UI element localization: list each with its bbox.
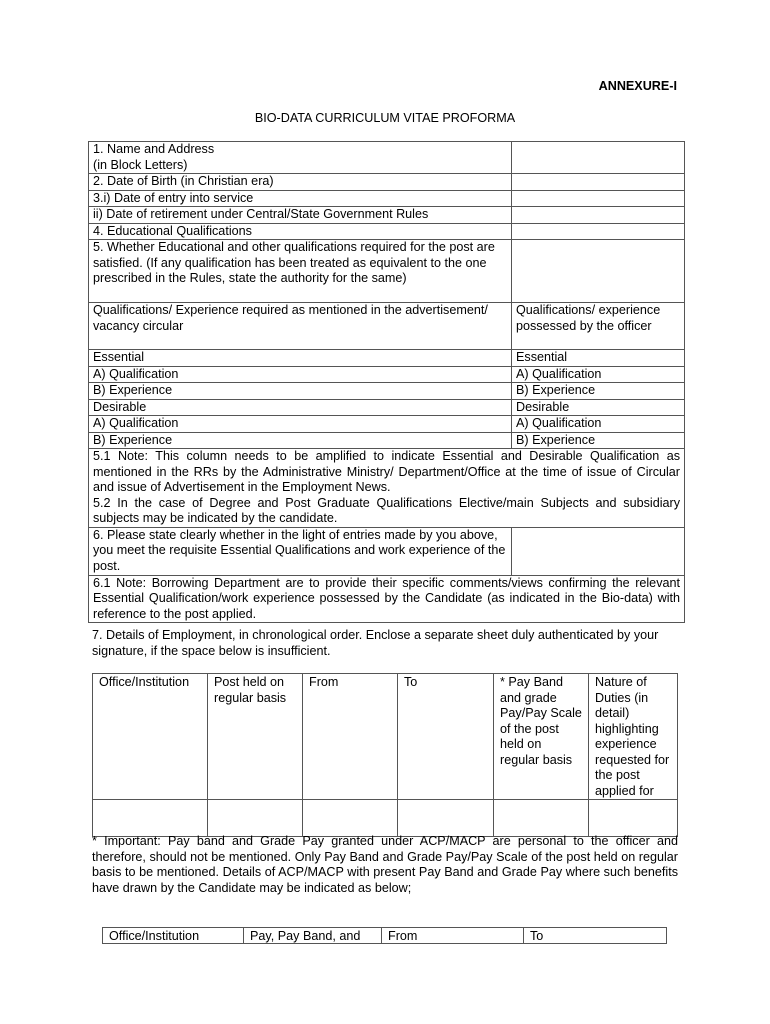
- important-note: * Important: Pay band and Grade Pay granted under ACP/MACP are personal to the officer and therefore, should not be mentioned. Only Pay Band and Grade Pay/Pay Scale of the post held on regular basis to be mentioned. Details of ACP/MACP with present Pay Band and Grade Pay where such benefits have drawn by the Candidate may be indicated as below;: [92, 834, 678, 895]
- answer-cell-retirement[interactable]: [512, 207, 685, 224]
- qual-row-right: B) Experience: [512, 432, 685, 449]
- qual-row-left: Desirable: [89, 399, 512, 416]
- note-6-1: 6.1 Note: Borrowing Department are to provide their specific comments/views confirming the relevant Essential Qualification/work experience possessed by the Candidate (as indicated in the Bio-data) with reference to the post applied.: [89, 575, 685, 623]
- row-qual-satisfied: 5. Whether Educational and other qualifications required for the post are satisfied. (If any qualification has been treated as equivalent to the one prescribed in the Rules, state the authority for the same): [89, 240, 512, 303]
- qual-row-left: A) Qualification: [89, 366, 512, 383]
- row-retirement: ii) Date of retirement under Central/State Government Rules: [89, 207, 512, 224]
- answer-cell-dob[interactable]: [512, 174, 685, 191]
- emp-cell[interactable]: [303, 800, 398, 837]
- qual-row-left: B) Experience: [89, 383, 512, 400]
- row-edu-qual: 4. Educational Qualifications: [89, 223, 512, 240]
- emp-cell[interactable]: [398, 800, 494, 837]
- emp-header: * Pay Band and grade Pay/Pay Scale of the post held on regular basis: [494, 674, 589, 800]
- acp-header: Office/Institution: [103, 928, 244, 944]
- emp-cell[interactable]: [208, 800, 303, 837]
- emp-header: Nature of Duties (in detail) highlighting experience requested for the post applied for: [589, 674, 678, 800]
- employment-intro: 7. Details of Employment, in chronological order. Enclose a separate sheet duly authenticated by your signature, if the space below is insufficient.: [92, 628, 659, 658]
- qual-row-right: A) Qualification: [512, 366, 685, 383]
- employment-table: [92, 673, 678, 837]
- answer-cell-q6[interactable]: [512, 527, 685, 575]
- answer-cell-qual-satisfied[interactable]: [512, 240, 685, 303]
- page-title: BIO-DATA CURRICULUM VITAE PROFORMA: [254, 111, 516, 125]
- qual-header-right: Qualifications/ experience possessed by the officer: [512, 303, 685, 350]
- emp-header: To: [398, 674, 494, 800]
- answer-cell-edu[interactable]: [512, 223, 685, 240]
- qual-row-left: Essential: [89, 350, 512, 367]
- qual-row-left: B) Experience: [89, 432, 512, 449]
- qual-row-right: A) Qualification: [512, 416, 685, 433]
- acp-header: To: [524, 928, 667, 944]
- answer-cell-entry[interactable]: [512, 190, 685, 207]
- row-q6: 6. Please state clearly whether in the light of entries made by you above, you meet the requisite Essential Qualifications and work experience of the post.: [89, 527, 512, 575]
- note-5-1: 5.1 Note: This column needs to be amplified to indicate Essential and Desirable Qualification as mentioned in the RRs by the Administrative Ministry/ Department/Office at the time of issue of Circular and issue of Advertisement in the Employment News.: [93, 449, 680, 494]
- emp-header: Post held on regular basis: [208, 674, 303, 800]
- qual-header-left: Qualifications/ Experience required as mentioned in the advertisement/ vacancy circular: [89, 303, 512, 350]
- acp-table: [102, 927, 667, 944]
- emp-cell[interactable]: [589, 800, 678, 837]
- acp-header: Pay, Pay Band, and: [244, 928, 382, 944]
- qual-row-right: Desirable: [512, 399, 685, 416]
- note-5-2: 5.2 In the case of Degree and Post Graduate Qualifications Elective/main Subjects and subsidiary subjects may be indicated by the candidate.: [93, 495, 680, 525]
- qual-row-right: B) Experience: [512, 383, 685, 400]
- emp-cell[interactable]: [494, 800, 589, 837]
- row-dob: 2. Date of Birth (in Christian era): [89, 174, 512, 191]
- acp-header: From: [382, 928, 524, 944]
- annexure-label: ANNEXURE-I: [598, 79, 677, 93]
- row-name-address: [89, 142, 512, 174]
- emp-header: From: [303, 674, 398, 800]
- row-label: 1. Name and Address: [93, 142, 215, 156]
- answer-cell-name[interactable]: [512, 142, 685, 174]
- row-label-sub: (in Block Letters): [93, 157, 188, 172]
- emp-header: Office/Institution: [93, 674, 208, 800]
- qual-row-right: Essential: [512, 350, 685, 367]
- emp-cell[interactable]: [93, 800, 208, 837]
- qual-row-left: A) Qualification: [89, 416, 512, 433]
- biodata-form-table: [88, 141, 685, 623]
- row-entry-service: 3.i) Date of entry into service: [89, 190, 512, 207]
- note-section-5: [89, 449, 685, 528]
